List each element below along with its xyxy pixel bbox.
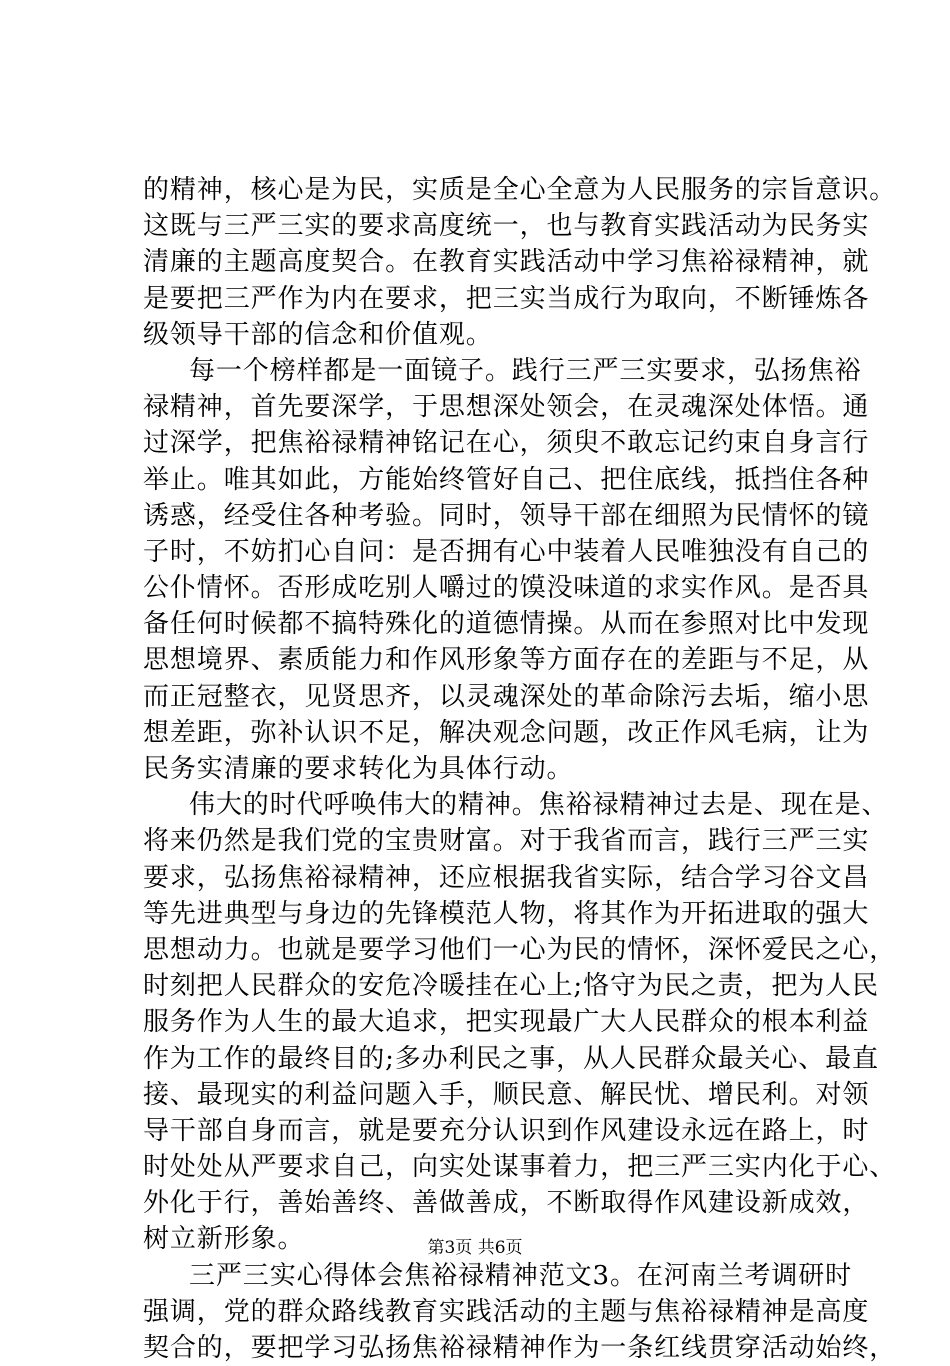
- text-line: 级领导干部的信念和价值观。: [143, 319, 493, 350]
- text-line: 将来仍然是我们党的宝贵财富。对于我省而言，践行三严三实: [143, 826, 870, 857]
- text-line: 的精神，核心是为民，实质是全心全意为人民服务的宗旨意识。: [143, 175, 897, 205]
- text-line: 思想境界、素质能力和作风形象等方面存在的差距与不足，从: [143, 645, 870, 676]
- text-line: 接、最现实的利益问题入手，顺民意、解民忧、增民利。对领: [143, 1079, 870, 1110]
- text-line: 子时，不妨扪心自问：是否拥有心中装着人民唯独没有自己的: [143, 536, 870, 567]
- paragraph-first-line: 三严三实心得体会焦裕禄精神范文3。在河南兰考调研时: [189, 1260, 853, 1291]
- text-line: 契合的，要把学习弘扬焦裕禄精神作为一条红线贯穿活动始终，: [143, 1333, 897, 1363]
- text-line: 禄精神，首先要深学，于思想深处领会，在灵魂深处体悟。通: [143, 392, 870, 423]
- page-number-footer: 第3页 共6页: [427, 1238, 523, 1258]
- text-line: 导干部自身而言，就是要充分认识到作风建设永远在路上，时: [143, 1115, 870, 1146]
- text-line: 等先进典型与身边的先锋模范人物，将其作为开拓进取的强大: [143, 898, 870, 929]
- body-text: [143, 172, 897, 1366]
- text-line: 清廉的主题高度契合。在教育实践活动中学习焦裕禄精神，就: [143, 247, 870, 278]
- text-line: 过深学，把焦裕禄精神铭记在心，须臾不敢忘记约束自身言行: [143, 428, 870, 459]
- text-line: 思想动力。也就是要学习他们一心为民的情怀，深怀爱民之心，: [143, 934, 897, 965]
- text-line: 公仆情怀。否形成吃别人嚼过的馍没味道的求实作风。是否具: [143, 573, 870, 604]
- text-line: 是要把三严作为内在要求，把三实当成行为取向，不断锤炼各: [143, 283, 870, 314]
- paragraph-first-line: 伟大的时代呼唤伟大的精神。焦裕禄精神过去是、现在是、: [189, 790, 889, 821]
- text-line: 服务作为人生的最大追求，把实现最广大人民群众的根本利益: [143, 1007, 870, 1038]
- text-line: 民务实清廉的要求转化为具体行动。: [143, 754, 574, 784]
- text-line: 举止。唯其如此，方能始终管好自己、把住底线，抵挡住各种: [143, 464, 870, 495]
- text-line: 外化于行，善始善终、善做善成，不断取得作风建设新成效，: [143, 1188, 870, 1219]
- text-line: 作为工作的最终目的;多办利民之事，从人民群众最关心、最直: [143, 1043, 879, 1074]
- text-line: 要求，弘扬焦裕禄精神，还应根据我省实际，结合学习谷文昌: [143, 862, 870, 893]
- text-line: 想差距，弥补认识不足，解决观念问题，改正作风毛病，让为: [143, 717, 870, 748]
- paragraph-first-line: 每一个榜样都是一面镜子。践行三严三实要求，弘扬焦裕: [189, 355, 862, 386]
- text-line: 时处处从严要求自己，向实处谋事着力，把三严三实内化于心、: [143, 1152, 897, 1183]
- text-line: 这既与三严三实的要求高度统一，也与教育实践活动为民务实: [143, 211, 870, 242]
- text-line: 强调，党的群众路线教育实践活动的主题与焦裕禄精神是高度: [143, 1296, 870, 1327]
- text-line: 备任何时候都不搞特殊化的道德情操。从而在参照对比中发现: [143, 609, 870, 640]
- text-line: 而正冠整衣，见贤思齐，以灵魂深处的革命除污去垢，缩小思: [143, 681, 870, 712]
- text-line: 时刻把人民群众的安危冷暖挂在心上;恪守为民之责，把为人民: [143, 971, 879, 1002]
- text-line: 诱惑，经受住各种考验。同时，领导干部在细照为民情怀的镜: [143, 500, 870, 531]
- text-line: 树立新形象。: [143, 1224, 305, 1255]
